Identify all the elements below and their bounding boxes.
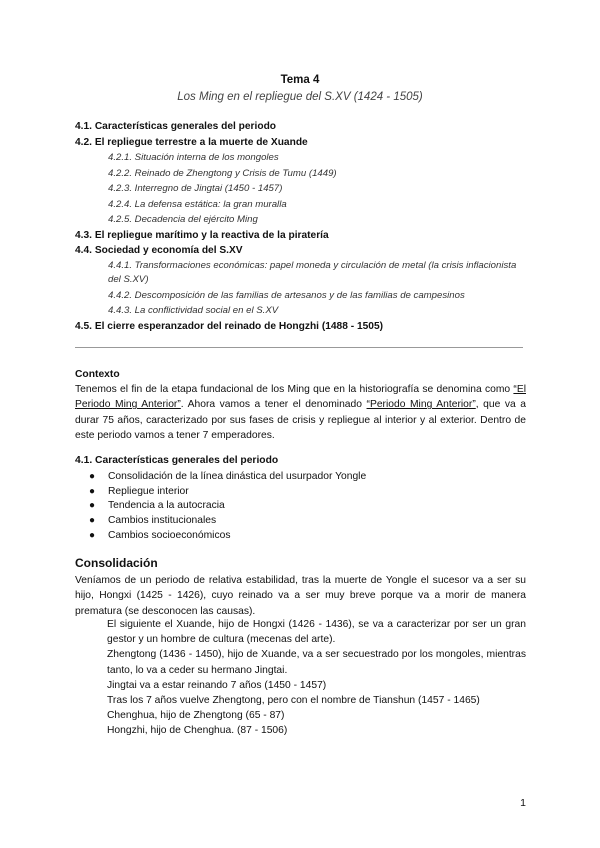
toc-subitem: 4.2.3. Interregno de Jingtai (1450 - 1457) (108, 183, 283, 194)
emperor-entry: Chenghua, hijo de Zhengtong (65 - 87) (107, 710, 285, 722)
context-heading: Contexto (75, 369, 120, 380)
context-paragraph (75, 382, 526, 443)
list-item: ● Cambios socioeconómicos (75, 529, 515, 544)
bullet-list (75, 470, 515, 544)
emperor-entry: Hongzhi, hijo de Chenghua. (87 - 1506) (107, 725, 288, 737)
page-number: 1 (520, 797, 526, 809)
context-text: Tenemos el fin de la etapa fundacional de los Ming que en la historiografía se denomina como (75, 384, 514, 395)
page-title: Tema 4 (280, 74, 320, 86)
toc-item: 4.4. Sociedad y economía del S.XV (75, 245, 243, 256)
consolidacion-paragraph: Veníamos de un periodo de relativa estabilidad, tras la muerte de Yongle el sucesor va a ser su hijo, Hongxi (1425 - 1426), cuyo reinado va a ser muy breve porque va a morir de manera prematura (se desconocen las causas). (75, 575, 526, 617)
toc-subitem: 4.2.2. Reinado de Zhengtong y Crisis de Tumu (1449) (108, 167, 337, 179)
bullet-icon: ● (89, 485, 96, 497)
bullet-icon: ● (89, 529, 96, 541)
toc-subitem: 4.2.1. Situación interna de los mongoles (108, 152, 279, 163)
toc-subitem: 4.4.3. La conflictividad social en el S.XV (108, 305, 279, 316)
context-text: . Ahora vamos a tener el denominado (180, 399, 367, 411)
emperor-entry: Jingtai va a estar reinando 7 años (1450 - 1457) (107, 679, 327, 691)
emperor-list (107, 617, 526, 739)
list-item: ● Cambios institucionales (75, 514, 515, 529)
toc-item: 4.1. Características generales del periodo (75, 121, 277, 132)
consolidacion-heading: Consolidación (75, 556, 158, 570)
toc-subitem: 4.2.5. Decadencia del ejército Ming (108, 214, 258, 225)
page-subtitle: Los Ming en el repliegue del S.XV (1424 - 1505) (177, 91, 423, 103)
toc-subitem: 4.4.2. Descomposición de las familias de artesanos y de las familias de campesinos (108, 289, 465, 301)
bullet-icon: ● (89, 500, 96, 512)
section-heading: 4.1. Características generales del periodo (75, 455, 279, 466)
periodo-link-1[interactable]: “El Periodo Ming Anterior” (75, 384, 526, 411)
list-item: ● Repliegue interior (75, 485, 515, 500)
bullet-icon: ● (89, 515, 96, 527)
emperor-entry: Tras los 7 años vuelve Zhengtong, pero con el nombre de Tianshun (1457 - 1465) (107, 695, 480, 707)
horizontal-divider (75, 347, 523, 348)
list-item: ● Tendencia a la autocracia (75, 499, 515, 514)
context-text: , que va a durar 75 años, caracterizado por sus fases de crisis y repliegue al interior y al exterior. Dentro de este periodo vamos a tener 7 emperadores. (75, 399, 527, 441)
table-of-contents (75, 119, 530, 334)
emperor-entry: El siguiente el Xuande, hijo de Hongxi (1426 - 1436), se va a caracterizar por ser un gran gestor y un hombre de cultura (mecenas del arte). (107, 619, 526, 646)
toc-item: 4.5. El cierre esperanzador del reinado de Hongzhi (1488 - 1505) (75, 320, 384, 332)
toc-item: 4.3. El repliegue marítimo y la reactiva de la piratería (75, 229, 329, 241)
toc-subitem: 4.4.1. Transformaciones económicas: papel moneda y circulación de metal (la crisis inflacionista del S.XV) (108, 259, 517, 285)
bullet-icon: ● (89, 471, 96, 482)
list-item: ● Consolidación de la línea dinástica del usurpador Yongle (75, 470, 515, 485)
toc-subitem: 4.2.4. La defensa estática: la gran muralla (108, 198, 287, 210)
periodo-link-2[interactable]: “Periodo Ming Anterior” (366, 399, 476, 411)
emperor-entry: Zhengtong (1436 - 1450), hijo de Xuande, va a ser secuestrado por los mongoles, mientras tanto, lo va a ceder su hermano Jingtai. (107, 649, 526, 676)
toc-item: 4.2. El repliegue terrestre a la muerte de Xuande (75, 136, 308, 148)
